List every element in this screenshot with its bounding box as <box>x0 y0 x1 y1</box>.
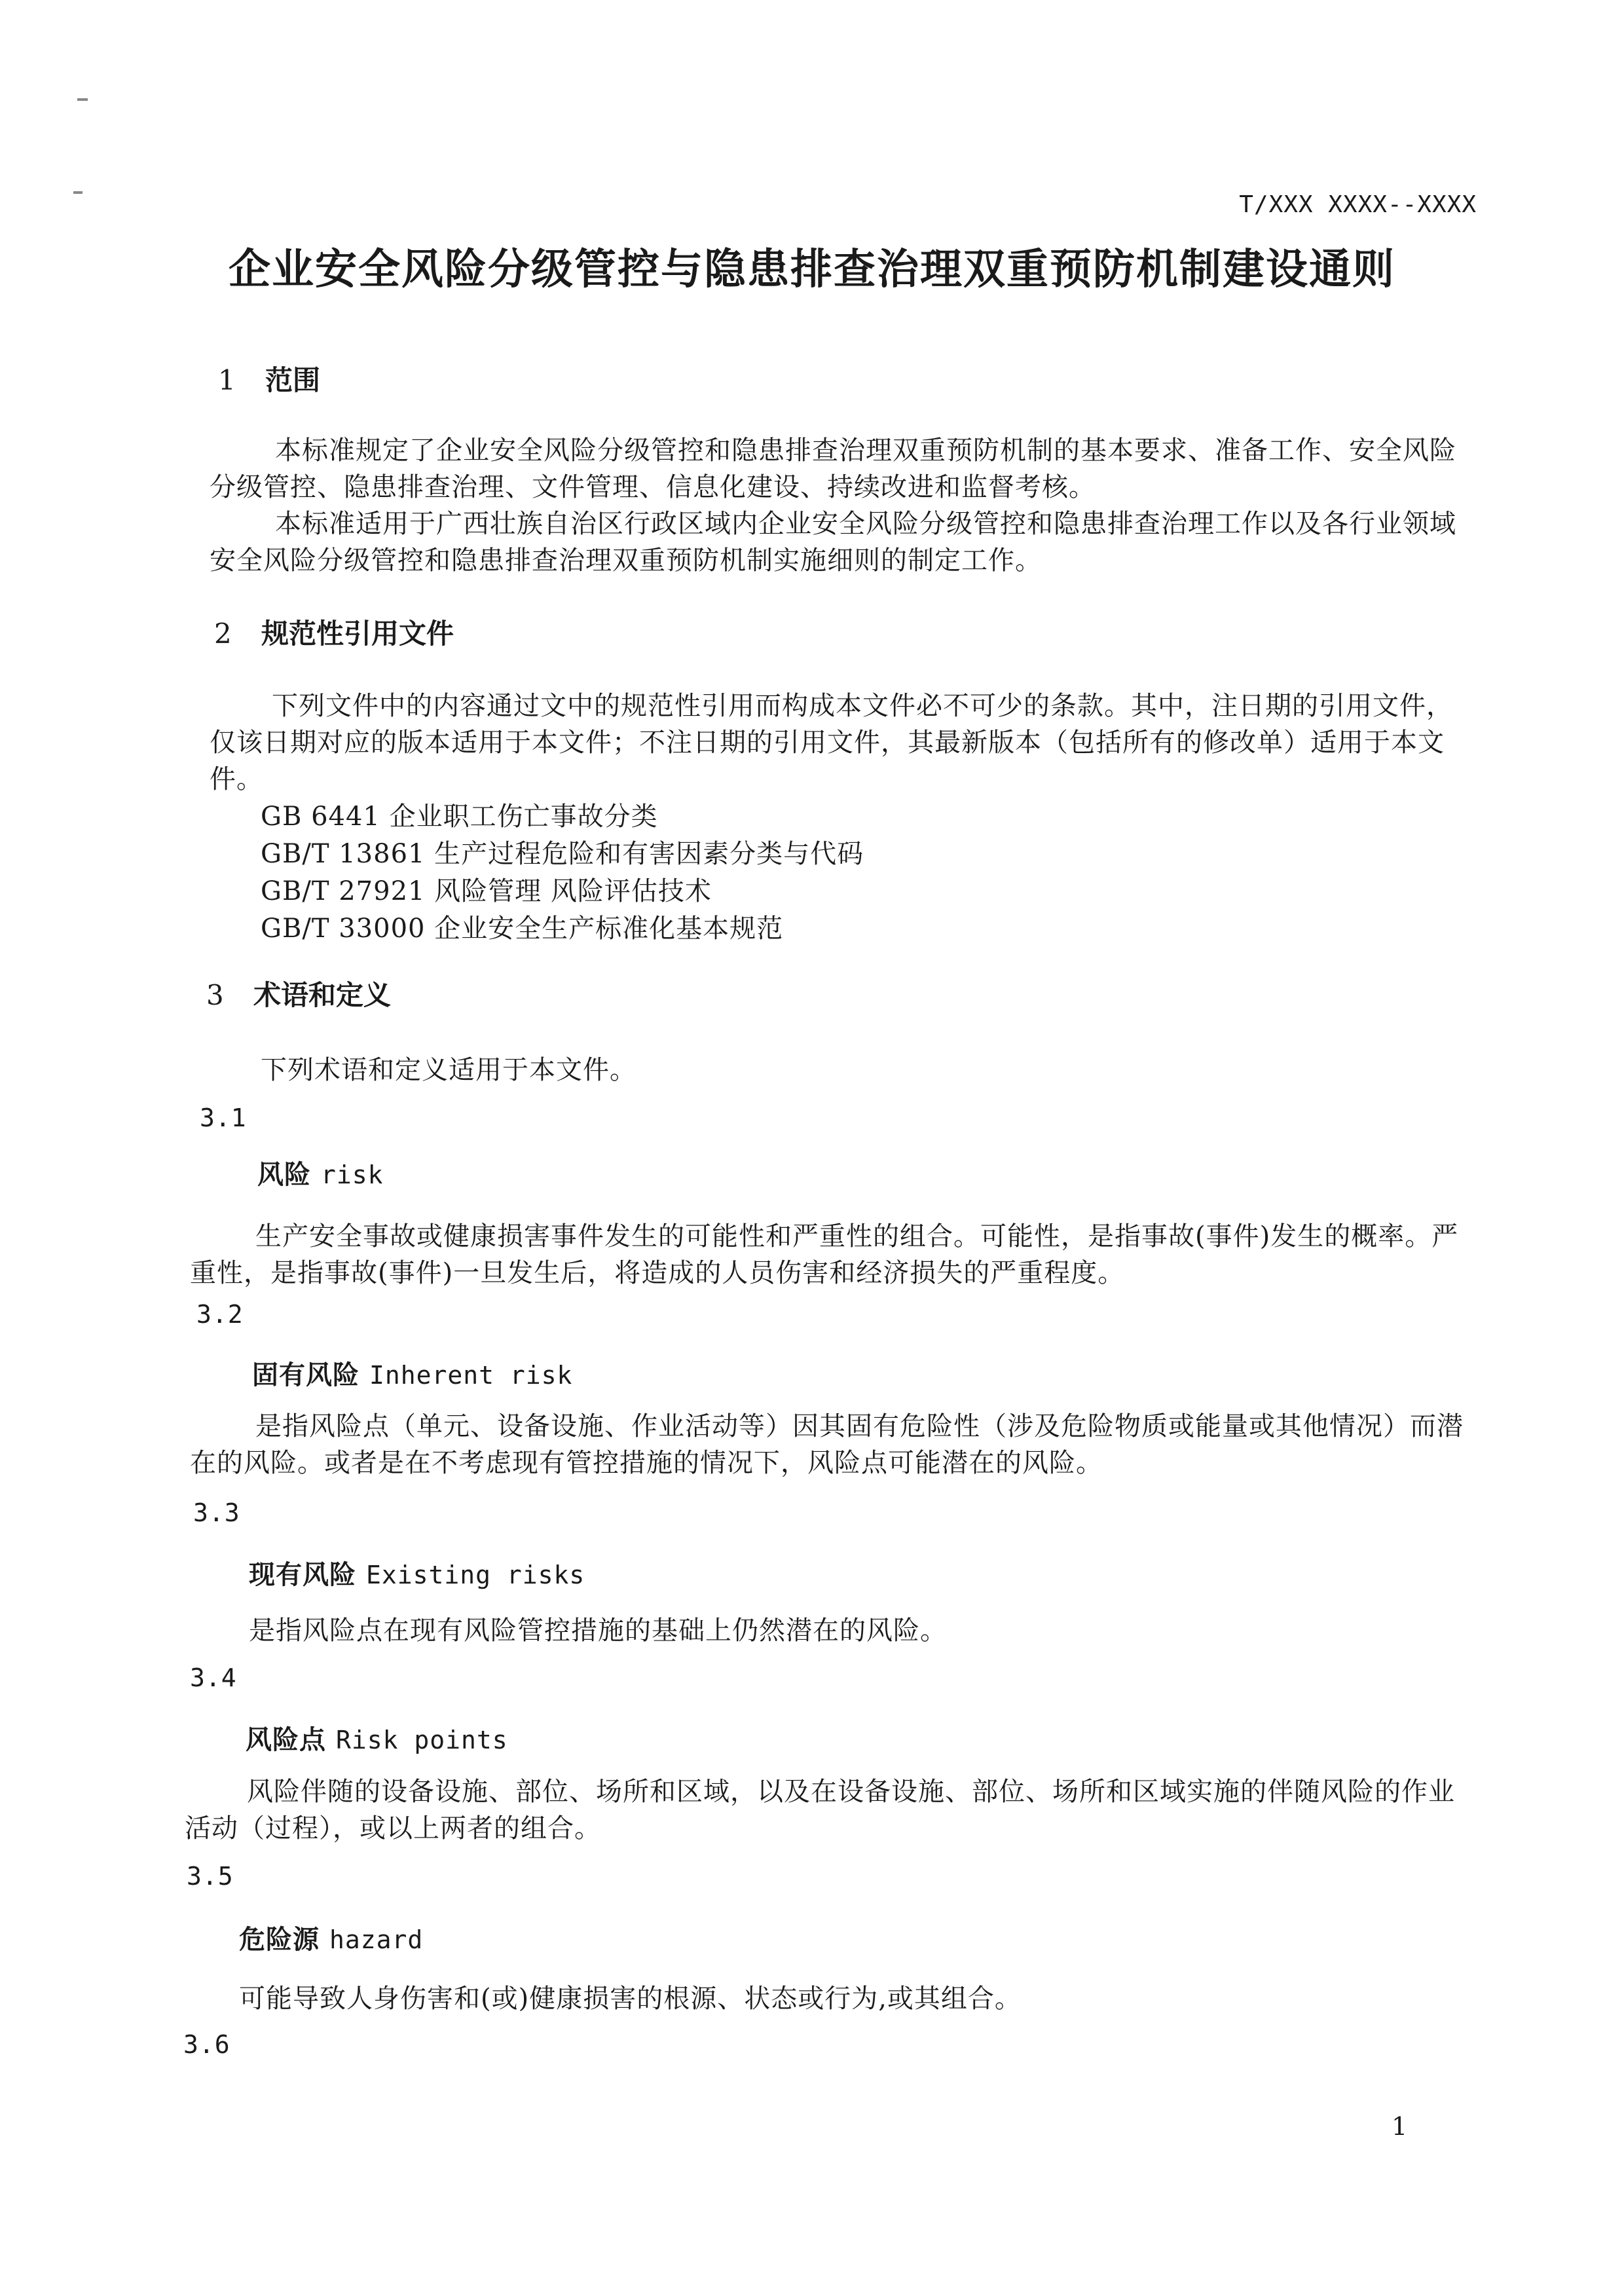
term-definition: 是指风险点（单元、设备设施、作业活动等）因其固有危险性（涉及危险物质或能量或其他情况）而潜在的风险。或者是在不考虑现有管控措施的情况下，风险点可能潜在的风险。 <box>190 1411 1464 1478</box>
section-heading <box>206 974 391 1013</box>
paragraph: 本标准适用于广西壮族自治区行政区域内企业安全风险分级管控和隐患排查治理工作以及各行业领域安全风险分级管控和隐患排查治理双重预防机制实施细则的制定工作。 <box>210 509 1456 576</box>
clause-number: 3.3 <box>193 1498 240 1527</box>
term-zh: 现有风险 <box>249 1559 356 1590</box>
term-heading <box>239 1919 423 1956</box>
term-en: Existing risks <box>365 1561 585 1589</box>
term-en: hazard <box>329 1925 424 1954</box>
clause-number: 3.6 <box>183 2030 231 2059</box>
section-number: 2 <box>214 618 232 650</box>
clause-number: 3.1 <box>200 1103 247 1132</box>
clause-number: 3.2 <box>196 1300 244 1329</box>
term-zh: 风险点 <box>246 1724 326 1755</box>
section-heading <box>218 359 320 398</box>
term-zh: 危险源 <box>239 1924 320 1955</box>
term-definition: 生产安全事故或健康损害事件发生的可能性和严重性的组合。可能性，是指事故(事件)发生的概率。严重性，是指事故(事件)一旦发生后，将造成的人员伤害和经济损失的严重程度。 <box>190 1221 1459 1288</box>
scan-mark <box>77 98 88 101</box>
clause-number: 3.5 <box>187 1862 234 1891</box>
clause-number: 3.4 <box>190 1663 237 1692</box>
section-number: 3 <box>206 979 224 1011</box>
paragraph: 下列术语和定义适用于本文件。 <box>261 1055 637 1085</box>
document-code: T/XXX XXXX--XXXX <box>1239 191 1477 218</box>
paragraph: 下列文件中的内容通过文中的规范性引用而构成本文件必不可少的条款。其中，注日期的引用文件，仅该日期对应的版本适用于本文件；不注日期的引用文件，其最新版本（包括所有的修改单）适用于本文件。 <box>210 691 1453 794</box>
section-title: 规范性引用文件 <box>261 618 454 650</box>
term-en: Inherent risk <box>369 1361 573 1390</box>
paragraph: 本标准规定了企业安全风险分级管控和隐患排查治理双重预防机制的基本要求、准备工作、安全风险分级管控、隐患排查治理、文件管理、信息化建设、持续改进和监督考核。 <box>210 435 1456 502</box>
term-definition: 是指风险点在现有风险管控措施的基础上仍然潜在的风险。 <box>249 1616 947 1646</box>
term-zh: 风险 <box>257 1159 311 1190</box>
term-definition: 风险伴随的设备设施、部位、场所和区域，以及在设备设施、部位、场所和区域实施的伴随风险的作业活动（过程），或以上两者的组合。 <box>185 1777 1455 1843</box>
term-en: risk <box>320 1160 384 1189</box>
term-en: Risk points <box>335 1726 508 1754</box>
section-title: 术语和定义 <box>253 979 392 1011</box>
term-heading <box>249 1554 585 1591</box>
term-heading <box>246 1719 508 1756</box>
document-title: 企业安全风险分级管控与隐患排查治理双重预防机制建设通则 <box>229 245 1395 294</box>
reference-item: GB/T 33000 企业安全生产标准化基本规范 <box>261 914 784 944</box>
scan-mark <box>73 191 83 194</box>
term-heading <box>257 1154 383 1191</box>
term-definition: 可能导致人身伤害和(或)健康损害的根源、状态或行为,或其组合。 <box>239 1984 1022 2014</box>
reference-item: GB/T 13861 生产过程危险和有害因素分类与代码 <box>261 839 864 869</box>
section-title: 范围 <box>265 364 321 396</box>
term-heading <box>252 1354 572 1392</box>
page-number: 1 <box>1392 2112 1408 2141</box>
term-zh: 固有风险 <box>252 1360 360 1390</box>
reference-item: GB/T 27921 风险管理 风险评估技术 <box>261 876 712 906</box>
section-heading <box>214 612 454 652</box>
reference-item: GB 6441 企业职工伤亡事故分类 <box>261 802 658 832</box>
section-number: 1 <box>218 364 236 396</box>
